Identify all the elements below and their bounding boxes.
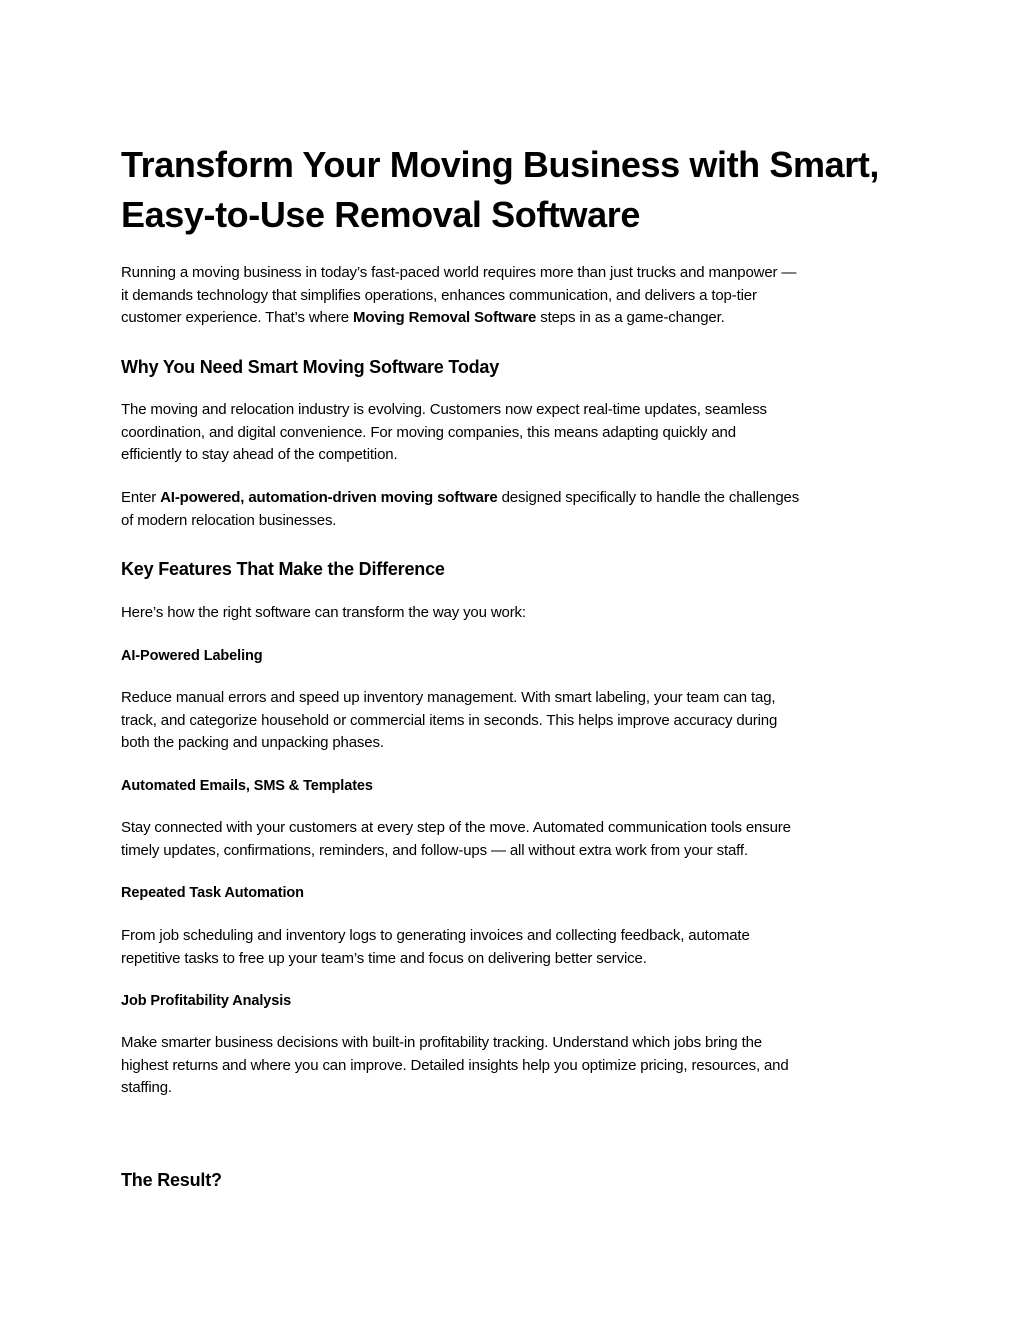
feature-desc-line: repetitive tasks to free up your team’s time and focus on delivering better service.: [121, 949, 647, 967]
heading-key-features: Key Features That Make the Difference: [121, 559, 445, 579]
heading-why-smart-software: Why You Need Smart Moving Software Today: [121, 357, 500, 377]
intro-line-3-text: customer experience. That’s where: [121, 309, 353, 327]
feature-desc-line: staffing.: [121, 1079, 172, 1097]
feature-desc-ai-labeling: [121, 687, 777, 755]
feature-title-job-profitability: Job Profitability Analysis: [121, 993, 292, 1009]
intro-line-2: it demands technology that simplifies operations, enhances communication, and delivers a top-tier: [121, 286, 757, 304]
page-title-line-2: Easy-to-Use Removal Software: [121, 194, 640, 235]
why-p1-line-3: efficiently to stay ahead of the competition.: [121, 446, 398, 464]
feature-desc-line: highest returns and where you can improve. Detailed insights help you optimize pricing, resources, and: [121, 1056, 789, 1074]
why-paragraph-2: [121, 487, 799, 532]
why-paragraph-1: [121, 399, 767, 467]
feature-desc-task-automation: [121, 925, 750, 970]
page-title-line-1: Transform Your Moving Business with Smart,: [121, 144, 880, 185]
feature-title-automated-emails: Automated Emails, SMS & Templates: [121, 778, 373, 794]
why-p1-line-2: coordination, and digital convenience. For moving companies, this means adapting quickly and: [121, 423, 736, 441]
why-p2-emphasis: AI-powered, automation-driven moving software: [160, 489, 498, 506]
intro-product-name: Moving Removal Software: [352, 309, 537, 327]
why-p2-line-1: [121, 487, 799, 510]
feature-desc-line: Make smarter business decisions with built-in profitability tracking. Understand which jobs bring the: [121, 1034, 762, 1051]
page-title: [121, 140, 921, 240]
intro-line-3-tail: steps in as a game-changer.: [536, 309, 725, 327]
feature-desc-line: timely updates, confirmations, reminders, and follow-ups — all without extra work from your staff.: [121, 841, 748, 859]
feature-desc-automated-emails: [121, 817, 791, 862]
features-intro: [121, 602, 526, 625]
feature-desc-line: track, and categorize household or commercial items in seconds. This helps improve accuracy during: [121, 711, 778, 729]
intro-line-1: Running a moving business in today’s fast-paced world requires more than just trucks and manpower —: [121, 264, 797, 281]
why-p2-lead: Enter: [121, 489, 161, 506]
feature-desc-line: both the packing and unpacking phases.: [121, 734, 384, 752]
feature-desc-line: Stay connected with your customers at every step of the move. Automated communication tools ensure: [121, 819, 791, 836]
why-p1-line-1: The moving and relocation industry is evolving. Customers now expect real-time updates, seamless: [121, 401, 767, 418]
features-intro-line: Here’s how the right software can transform the way you work:: [121, 604, 526, 621]
feature-title-ai-labeling: AI-Powered Labeling: [121, 648, 263, 664]
feature-desc-line: From job scheduling and inventory logs to generating invoices and collecting feedback, automate: [121, 927, 750, 944]
why-p2-tail: designed specifically to handle the challenges: [497, 489, 800, 506]
feature-desc-job-profitability: [121, 1032, 789, 1100]
intro-line-3: [121, 307, 796, 330]
why-p2-line-2: of modern relocation businesses.: [121, 511, 337, 529]
feature-title-task-automation: Repeated Task Automation: [121, 885, 304, 901]
heading-the-result: The Result?: [121, 1170, 222, 1190]
intro-paragraph: [121, 262, 796, 330]
feature-desc-line: Reduce manual errors and speed up inventory management. With smart labeling, your team can tag,: [121, 689, 776, 706]
